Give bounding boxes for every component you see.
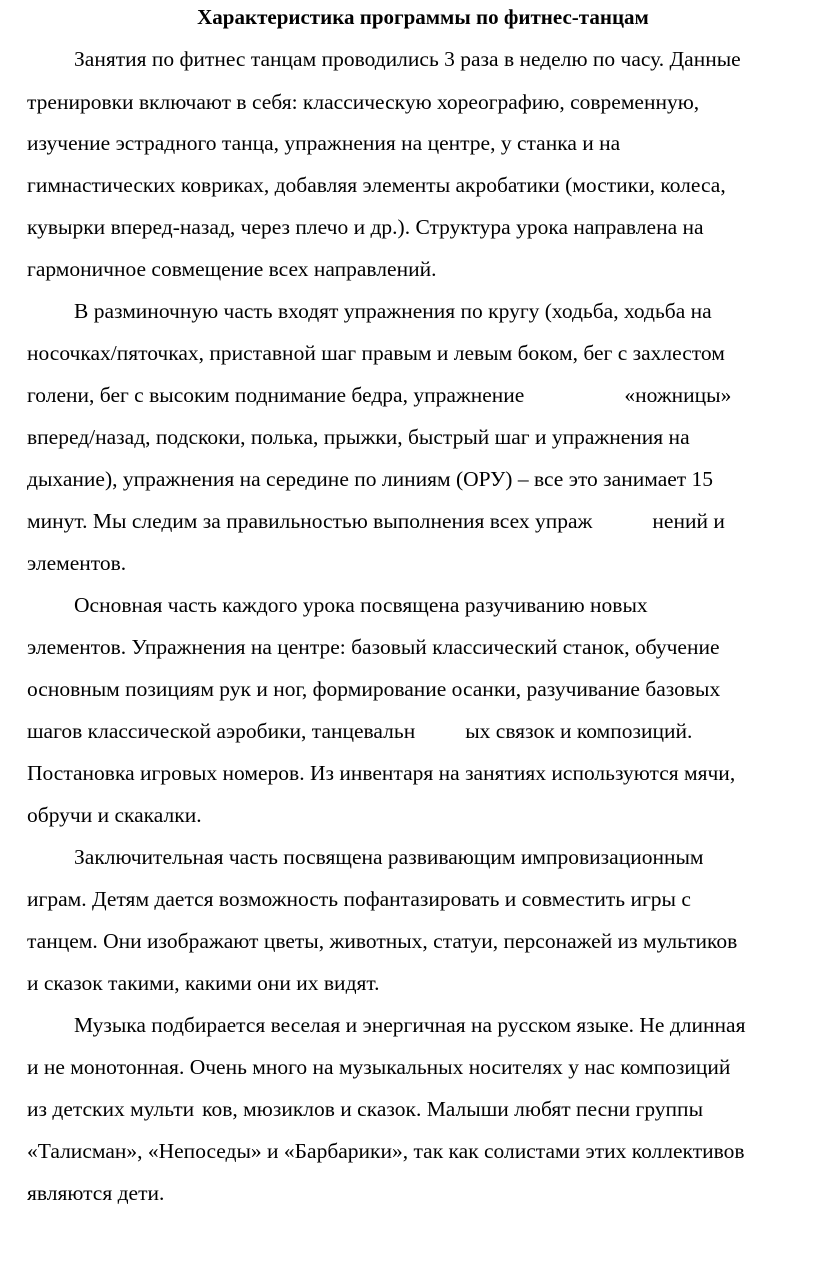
text-line	[27, 508, 725, 534]
text-line: «Талисман», «Непоседы» и «Барбарики», так как солистами этих коллективов	[27, 1139, 745, 1163]
text-line: Музыка подбирается веселая и энергичная на русском языке. Не длинная	[74, 1013, 746, 1037]
text-segment: минут. Мы следим за правильностью выполнения всех упраж	[27, 509, 593, 533]
text-segment: ков, мюзиклов и сказок. Малыши любят песни группы	[202, 1097, 704, 1121]
text-line: гармоничное совмещение всех направлений.	[27, 257, 437, 281]
text-line: элементов. Упражнения на центре: базовый классический станок, обучение	[27, 635, 720, 659]
text-segment: ых связок и композиций.	[465, 719, 693, 743]
text-line: гимнастических ковриках, добавляя элементы акробатики (мостики, колеса,	[27, 173, 726, 197]
text-line	[27, 1096, 703, 1122]
document-title: Характеристика программы по фитнес-танцам	[197, 5, 649, 29]
text-line: Заключительная часть посвящена развивающим импровизационным	[74, 845, 704, 869]
text-segment: голени, бег с высоким поднимание бедра, упражнение	[27, 383, 525, 407]
text-line: являются дети.	[27, 1181, 165, 1205]
text-line	[27, 718, 692, 744]
text-line: обручи и скакалки.	[27, 803, 202, 827]
text-line: танцем. Они изображают цветы, животных, статуи, персонажей из мультиков	[27, 929, 738, 953]
text-line: Основная часть каждого урока посвящена разучиванию новых	[74, 593, 648, 617]
text-segment: шагов классической аэробики, танцевальн	[27, 719, 416, 743]
text-line: основным позициям рук и ног, формирование осанки, разучивание базовых	[27, 677, 721, 701]
text-line: В разминочную часть входят упражнения по кругу (ходьба, ходьба на	[74, 299, 712, 323]
text-line: Постановка игровых номеров. Из инвентаря на занятиях используются мячи,	[27, 761, 736, 785]
text-line: тренировки включают в себя: классическую хореографию, современную,	[27, 90, 700, 114]
text-line: играм. Детям дается возможность пофантазировать и совместить игры с	[27, 887, 691, 911]
text-segment: из детских мульти	[27, 1097, 195, 1121]
text-line: Занятия по фитнес танцам проводились 3 раза в неделю по часу. Данные	[74, 47, 741, 71]
text-line	[27, 382, 731, 408]
text-line: вперед/назад, подскоки, полька, прыжки, быстрый шаг и упражнения на	[27, 425, 690, 449]
text-line: дыхание), упражнения на середине по линиям (ОРУ) – все это занимает 15	[27, 467, 714, 491]
text-segment: нений и	[652, 509, 725, 533]
text-line: кувырки вперед-назад, через плечо и др.). Структура урока направлена на	[27, 215, 704, 239]
text-line: носочках/пяточках, приставной шаг правым и левым боком, бег с захлестом	[27, 341, 725, 365]
text-line: и сказок такими, какими они их видят.	[27, 971, 380, 995]
text-line: элементов.	[27, 551, 127, 575]
text-line: изучение эстрадного танца, упражнения на центре, у станка и на	[27, 131, 621, 155]
text-line: и не монотонная. Очень много на музыкальных носителях у нас композиций	[27, 1055, 731, 1079]
text-segment: «ножницы»	[624, 383, 732, 407]
